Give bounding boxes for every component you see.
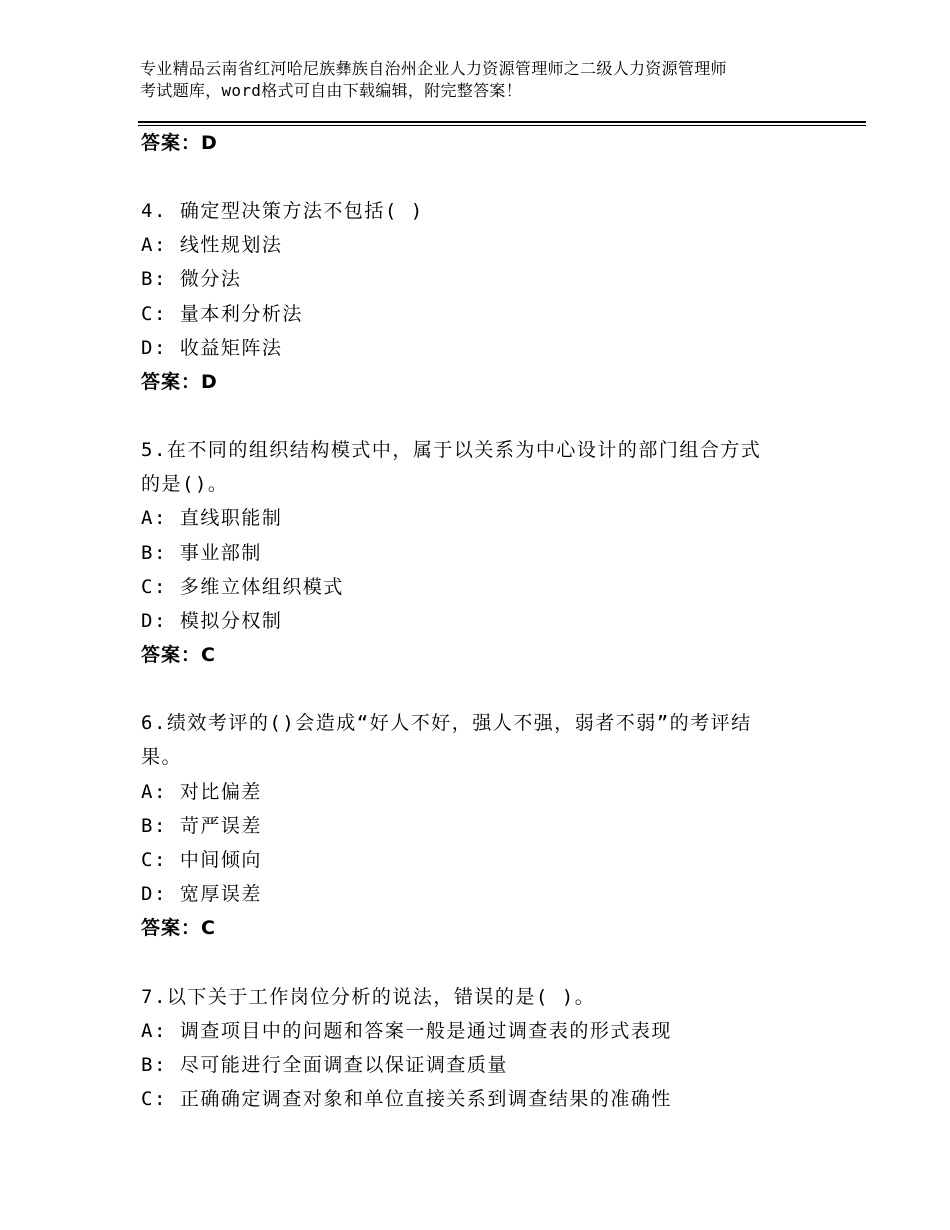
question-4-option-b: B: 微分法	[141, 268, 242, 290]
question-6-stem-line-1: 6.绩效考评的()会造成“好人不好，强人不强，弱者不弱”的考评结	[141, 712, 752, 734]
header-rule-thin	[138, 125, 866, 126]
header-title-line-2: 考试题库，word格式可自由下载编辑，附完整答案！	[140, 81, 523, 100]
question-5-option-a: A: 直线职能制	[141, 507, 283, 529]
question-6-answer: 答案：C	[141, 917, 216, 939]
question-6-option-d: D: 宽厚误差	[141, 883, 262, 905]
question-7-option-a: A: 调查项目中的问题和答案一般是通过调查表的形式表现	[141, 1020, 672, 1042]
question-7-stem: 7.以下关于工作岗位分析的说法，错误的是( )。	[141, 986, 596, 1008]
header-rule-thick	[138, 121, 866, 123]
question-4-option-a: A: 线性规划法	[141, 234, 283, 256]
question-5-stem-line-2: 的是()。	[141, 473, 229, 495]
question-4-option-c: C: 量本利分析法	[141, 303, 303, 325]
question-5-answer: 答案：C	[141, 644, 216, 666]
question-6-stem-line-2: 果。	[141, 746, 183, 768]
page-header	[140, 58, 840, 102]
question-6-option-a: A: 对比偏差	[141, 781, 262, 803]
question-5-option-c: C: 多维立体组织模式	[141, 576, 344, 598]
header-title-line-1: 专业精品云南省红河哈尼族彝族自治州企业人力资源管理师之二级人力资源管理师	[140, 59, 727, 78]
question-6-option-b: B: 苛严误差	[141, 815, 262, 837]
question-5-option-d: D: 模拟分权制	[141, 610, 283, 632]
question-4-stem: 4. 确定型决策方法不包括( )	[141, 200, 424, 222]
question-5-stem-line-1: 5.在不同的组织结构模式中，属于以关系为中心设计的部门组合方式	[141, 439, 762, 461]
question-4-answer: 答案：D	[141, 371, 218, 393]
question-7-option-b: B: 尽可能进行全面调查以保证调查质量	[141, 1054, 508, 1076]
question-6-option-c: C: 中间倾向	[141, 849, 262, 871]
question-5-option-b: B: 事业部制	[141, 542, 262, 564]
question-7-option-c: C: 正确确定调查对象和单位直接关系到调查结果的准确性	[141, 1088, 672, 1110]
question-4-option-d: D: 收益矩阵法	[141, 337, 283, 359]
answer-previous: 答案：D	[141, 132, 218, 154]
